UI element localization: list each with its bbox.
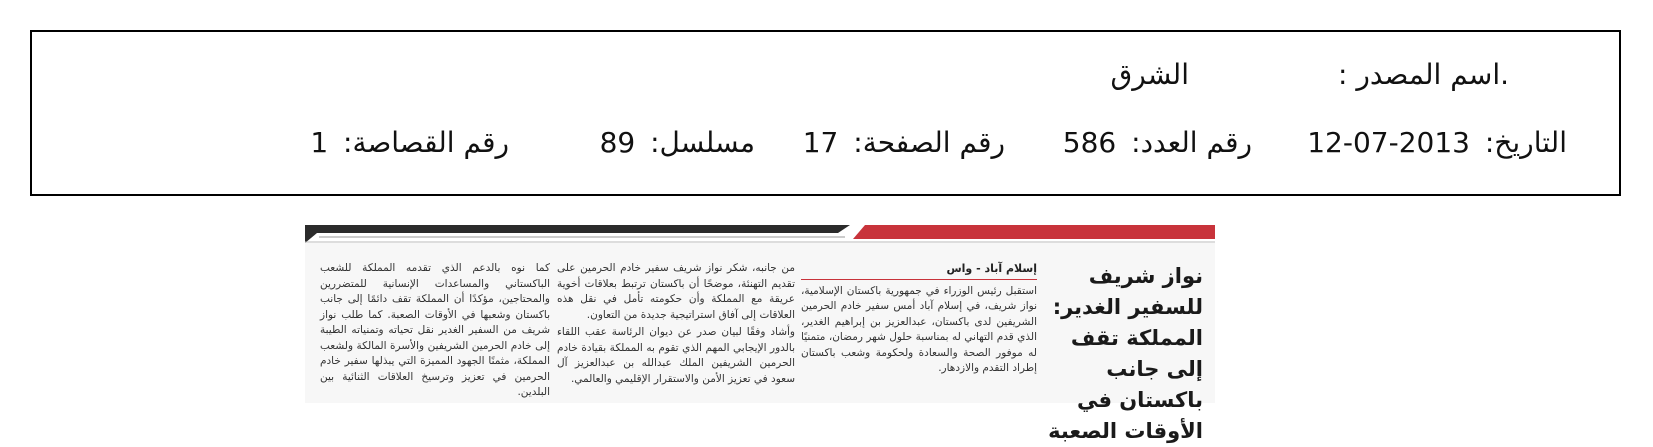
article-dateline: إسلام آباد - واس xyxy=(801,261,1037,280)
record-info-box xyxy=(30,30,1621,196)
serial-label: مسلسل: xyxy=(650,126,755,159)
page-value: 17 xyxy=(802,126,839,159)
date-value: 2013-07-12 xyxy=(1307,126,1470,159)
issue-field xyxy=(1063,126,1252,159)
article-headline: نواز شريف للسفير الغدير: المملكة تقف إلى جانب باكستان في الأوقات الصعبة xyxy=(1048,264,1203,443)
clip-number-field xyxy=(310,126,509,159)
page-field xyxy=(803,126,1005,159)
source-line xyxy=(32,58,1619,94)
metadata-line xyxy=(32,126,1619,166)
article-paragraph: استقبل رئيس الوزراء في جمهورية باكستان الإسلامية، نواز شريف، في إسلام آباد أمس سفير خادم الحرمين الشريفين لدى باكستان، عبدالعزيز بن إبراهيم الغدير، الذي قدم التهاني له بمناسبة حلول شهر رمضان، متمنيًا له موفور الصحة والسعادة ولحكومة وشعب باكستان إطراد التقدم والازدهار. xyxy=(801,284,1037,374)
serial-value: 89 xyxy=(599,126,636,159)
clipping-banner xyxy=(305,225,1215,243)
serial-field xyxy=(600,126,755,159)
article-column-3 xyxy=(320,261,550,403)
article-column-1 xyxy=(801,261,1037,379)
source-label: .اسم المصدر : xyxy=(1337,58,1509,91)
article-column-2 xyxy=(557,261,795,389)
issue-value: 586 xyxy=(1062,126,1117,159)
article-paragraph: وأشاد وفقًا لبيان صدر عن ديوان الرئاسة عقب اللقاء بالدور الإيجابي المهم الذي تقوم به المملكة بقيادة خادم الحرمين الشريفين الملك عبدالله بن عبدالعزيز آل سعود في تعزيز الأمن والاستقرار الإقليمي والعالمي. xyxy=(557,326,795,385)
clip-number-value: 1 xyxy=(310,126,329,159)
article-paragraph: كما نوه بالدعم الذي تقدمه المملكة للشعب الباكستاني والمساعدات الإنسانية للمتضررين والمحتاجين، مؤكدًا أن المملكة تقف دائمًا إلى جانب باكستان وشعبها في الأوقات الصعبة. كما طلب نواز شريف من السفير الغدير نقل تحياته وتمنياته الطيبة إلى خادم الحرمين الشريفين والأسرة المالكة ولشعب المملكة، مثمنًا الجهود المميزة التي يبذلها سفير خادم الحرمين في تعزيز وترسيخ العلاقات الثنائية بين البلدين. xyxy=(320,262,550,398)
date-label: التاريخ: xyxy=(1484,126,1567,159)
newspaper-clipping xyxy=(305,225,1215,443)
clip-number-label: رقم القصاصة: xyxy=(343,126,509,159)
source-value: الشرق xyxy=(1110,58,1189,91)
article-paragraph: من جانبه، شكر نواز شريف سفير خادم الحرمين على تقديم التهنئة، موضحًا أن باكستان ترتبط بعلاقات أخوية عريقة مع المملكة وأن حكومته تأمل في نقل هذه العلاقات إلى آفاق استراتيجية جديدة من التعاون. xyxy=(557,262,795,321)
issue-label: رقم العدد: xyxy=(1131,126,1252,159)
page-label: رقم الصفحة: xyxy=(853,126,1005,159)
date-field xyxy=(1307,126,1567,159)
